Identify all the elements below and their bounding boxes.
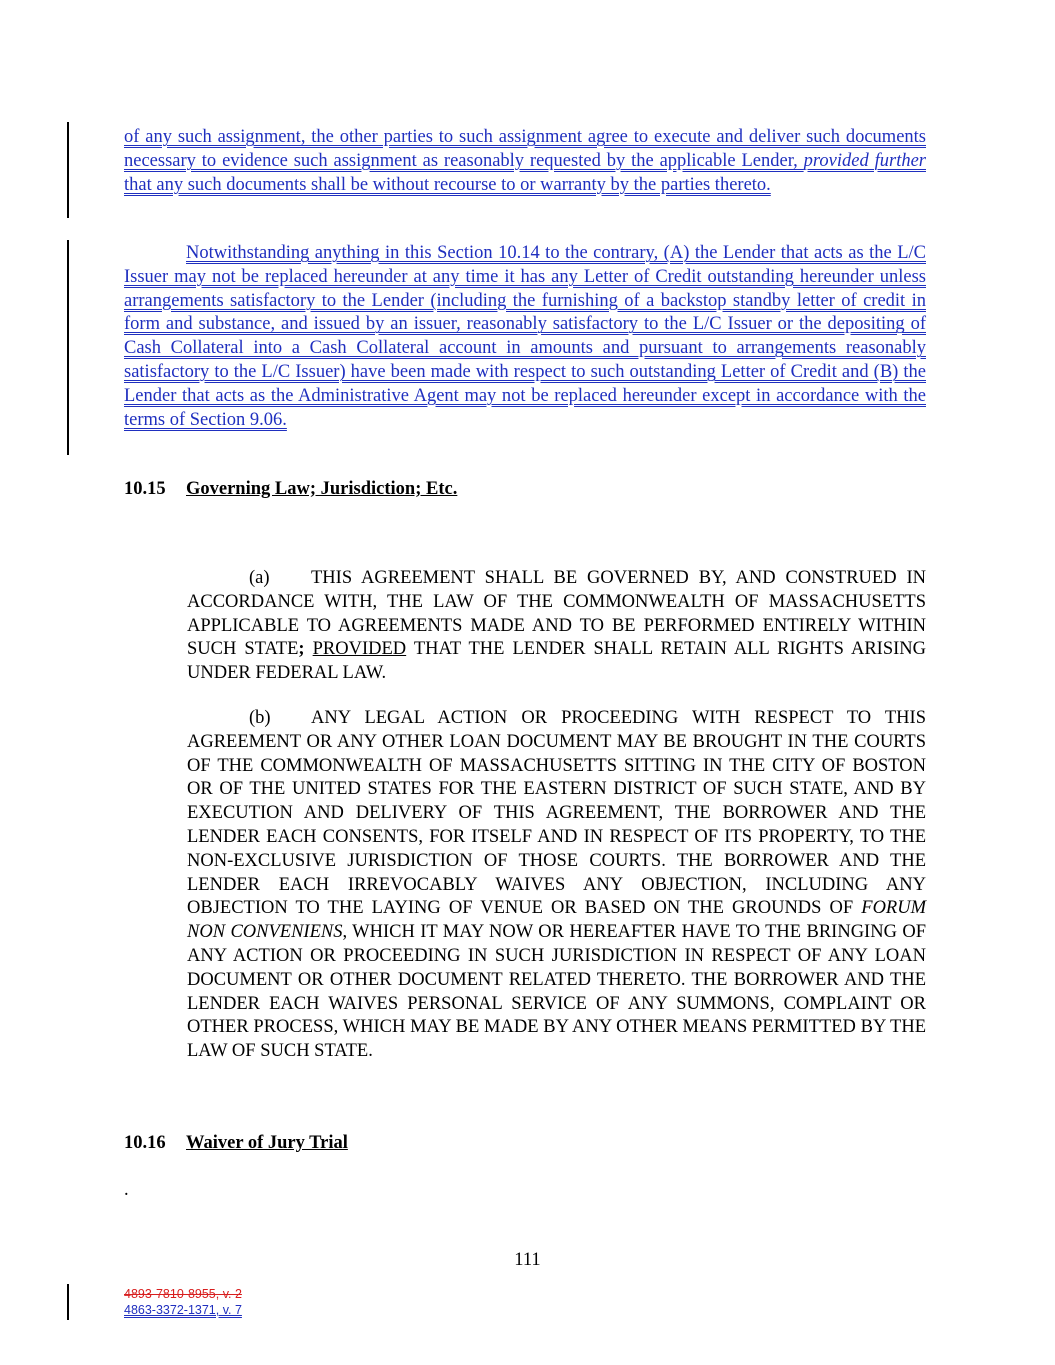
stray-period: . bbox=[124, 1180, 129, 1200]
section-number: 10.15 bbox=[124, 479, 166, 499]
provided-text: PROVIDED bbox=[312, 639, 407, 660]
paragraph-assignment-continuation bbox=[124, 126, 926, 197]
clause-text: THIS AGREEMENT SHALL BE GOVERNED BY, AND CONSTRUED IN ACCORDANCE WITH, THE LAW OF THE COMMONWEALTH OF MASSACHUSETTS APPLICABLE TO AGREEMENTS MADE AND TO BE PERFORMED ENTIRELY WITHIN SUCH STATE bbox=[187, 568, 926, 660]
clause-text: THAT THE LENDER SHALL RETAIN ALL RIGHTS ARISING UNDER FEDERAL LAW. bbox=[187, 639, 926, 684]
section-heading-10-16 bbox=[124, 1133, 348, 1154]
section-number: 10.16 bbox=[124, 1133, 166, 1153]
paragraph-notwithstanding: Notwithstanding anything in this Section 10.14 to the contrary, (A) the Lender that acts as the L/C Issuer may not be replaced hereunder at any time it has any Letter of Credit outstanding hereunder unless arrangements satisfactory to the Lender (including the furnishing of a backstop standby letter of credit in form and substance, and issued by an issuer, reasonably satisfactory to the L/C Issuer or the depositing of Cash Collateral into a Cash Collateral account in amounts and pursuant to arrangements reasonably satisfactory to the L/C Issuer) have been made with respect to such outstanding Letter of Credit and (B) the Lender that acts as the Administrative Agent may not be replaced hereunder except in accordance with the terms of Section 9.06. bbox=[124, 243, 926, 430]
change-bar bbox=[67, 122, 69, 218]
provided-further-text: provided further bbox=[803, 150, 926, 171]
clause-label: (a) bbox=[249, 568, 270, 588]
clause-b bbox=[187, 707, 926, 1064]
change-bar bbox=[67, 1284, 69, 1320]
change-bar bbox=[67, 240, 69, 455]
section-title: Waiver of Jury Trial bbox=[186, 1133, 348, 1153]
doc-id-inserted: 4863-3372-1371, v. 7 bbox=[124, 1303, 242, 1317]
clause-a bbox=[187, 567, 926, 686]
page-number: 111 bbox=[514, 1250, 541, 1270]
doc-id-deleted: 4893-7810-8955, v. 2 bbox=[124, 1287, 242, 1301]
paragraph-text: that any such documents shall be without recourse to or warranty by the parties thereto. bbox=[124, 174, 771, 195]
clause-label: (b) bbox=[249, 708, 271, 728]
forum-non-conveniens-text: FORUM NON CONVENIENS bbox=[187, 898, 926, 943]
section-heading-10-15 bbox=[124, 479, 457, 500]
clause-text: , WHICH IT MAY NOW OR HEREAFTER HAVE TO THE BRINGING OF ANY ACTION OR PROCEEDING IN SUCH JURISDICTION IN RESPECT OF ANY LOAN DOCUMENT OR OTHER DOCUMENT RELATED THERETO. THE BORROWER AND THE LENDER EACH WAIVES PERSONAL SERVICE OF ANY SUMMONS, COMPLAINT OR OTHER PROCESS, WHICH MAY BE MADE BY ANY OTHER MEANS PERMITTED BY THE LAW OF SUCH STATE. bbox=[187, 922, 926, 1062]
clause-semicolon: ; bbox=[298, 639, 305, 660]
section-title: Governing Law; Jurisdiction; Etc. bbox=[186, 479, 458, 499]
paragraph-text: of any such assignment, the other parties to such assignment agree to execute and deliver such documents necessary to evidence such assignment as reasonably requested by the applicable Lender, bbox=[124, 127, 926, 171]
clause-text: ANY LEGAL ACTION OR PROCEEDING WITH RESPECT TO THIS AGREEMENT OR ANY OTHER LOAN DOCUMENT MAY BE BROUGHT IN THE COURTS OF THE COMMONWEALTH OF MASSACHUSETTS SITTING IN THE CITY OF BOSTON OR OF THE UNITED STATES FOR THE EASTERN DISTRICT OF SUCH STATE, AND BY EXECUTION AND DELIVERY OF THIS AGREEMENT, THE BORROWER AND THE LENDER EACH CONSENTS, FOR ITSELF AND IN RESPECT OF ITS PROPERTY, TO THE NON-EXCLUSIVE JURISDICTION OF THOSE COURTS. THE BORROWER AND THE LENDER EACH IRREVOCABLY WAIVES ANY OBJECTION, INCLUDING ANY OBJECTION TO THE LAYING OF VENUE OR BASED ON THE GROUNDS OF bbox=[187, 708, 926, 919]
